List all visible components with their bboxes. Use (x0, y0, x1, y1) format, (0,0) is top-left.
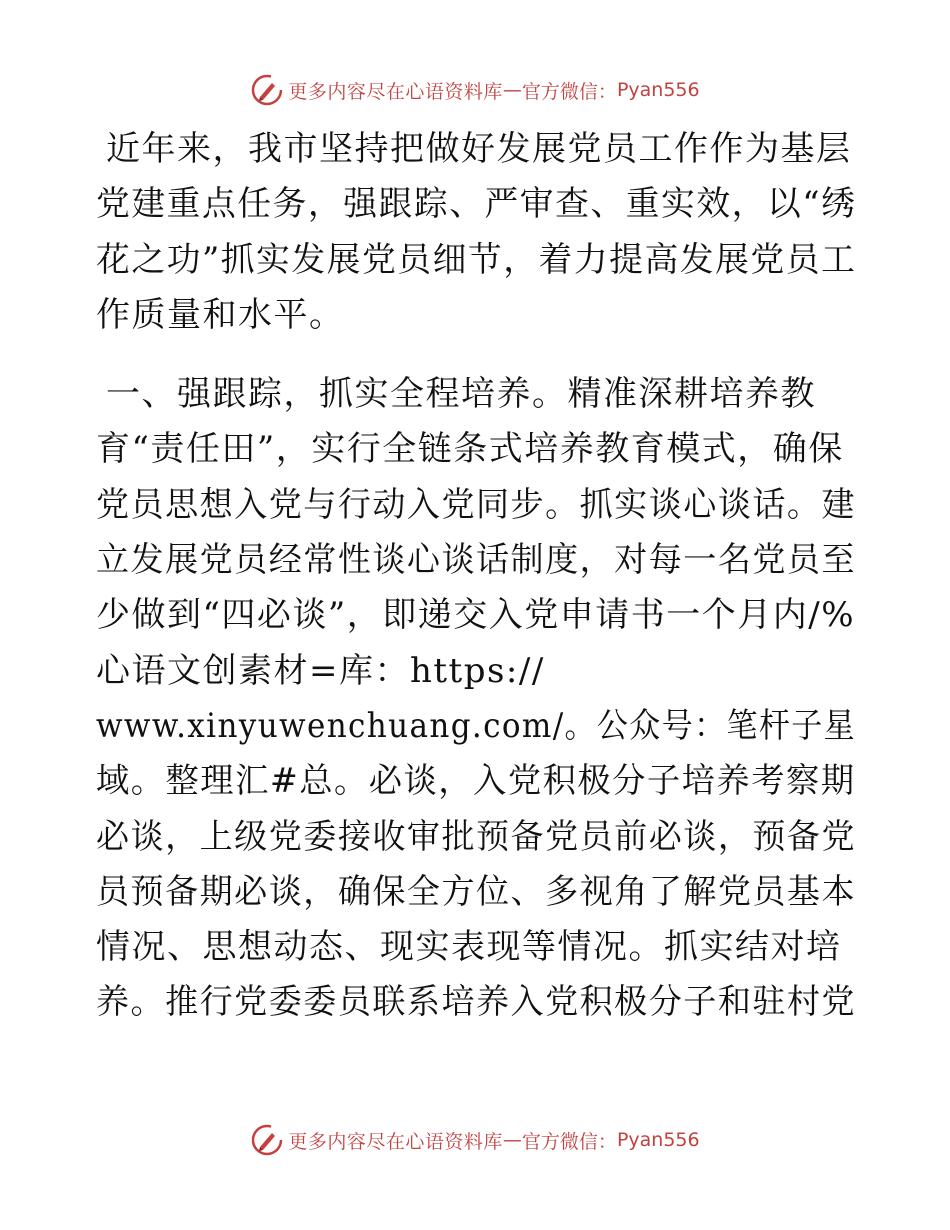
text-line: 域。整理汇#总。必谈，入党积极分子培养考察期 (96, 761, 856, 802)
text-line: 党建重点任务，强跟踪、严审查、重实效，以“绣 (96, 184, 857, 225)
footer-watermark (0, 1120, 950, 1160)
text-line: 立发展党员经常性谈心谈话制度，对每一名党员至 (96, 540, 856, 581)
watermark-wechat-id: Pyan556 (616, 1129, 700, 1151)
text-line: 情况、思想动态、现实表现等情况。抓实结对培 (96, 927, 842, 968)
text-line: 心语文创素材=库：https:// (96, 650, 545, 691)
watermark-brand: 更多内容尽在心语资料库 (288, 1130, 503, 1153)
header-watermark (0, 70, 950, 110)
text-line: 一、强跟踪，抓实全程培养。精准深耕培养教 (106, 374, 816, 415)
text-line: 少做到“四必谈”，即递交入党申请书一个月内/% (96, 595, 856, 636)
text-line: 作质量和水平。 (96, 294, 345, 335)
watermark-separator: — (502, 1129, 522, 1151)
pen-circle-logo-icon (250, 1123, 284, 1157)
paragraph-intro (96, 122, 856, 343)
text-line: www.xinyuwenchuang.com/。公众号：笔杆子星 (96, 705, 857, 746)
watermark-brand: 更多内容尽在心语资料库 (288, 80, 503, 103)
watermark-separator: — (502, 79, 522, 101)
text-line: 员预备期必谈，确保全方位、多视角了解党员基本 (96, 871, 856, 912)
watermark-official-label: 官方微信： (521, 1130, 617, 1153)
document-body (96, 122, 856, 1031)
text-line: 养。推行党委委员联系培养入党积极分子和驻村党 (96, 982, 856, 1023)
text-line: 近年来，我市坚持把做好发展党员工作作为基层 (106, 129, 852, 169)
watermark-wechat-id: Pyan556 (616, 79, 700, 101)
text-line: 花之功”抓实发展党员细节，着力提高发展党员工 (96, 239, 857, 280)
text-line: 必谈，上级党委接收审批预备党员前必谈，预备党 (96, 816, 856, 857)
text-line: 育“责任田”，实行全链条式培养教育模式，确保 (96, 429, 844, 470)
text-line: 党员思想入党与行动入党同步。抓实谈心谈话。建 (96, 484, 856, 525)
paragraph-section-one (96, 367, 856, 1031)
pen-circle-logo-icon (250, 73, 284, 107)
watermark-official-label: 官方微信： (521, 80, 617, 103)
